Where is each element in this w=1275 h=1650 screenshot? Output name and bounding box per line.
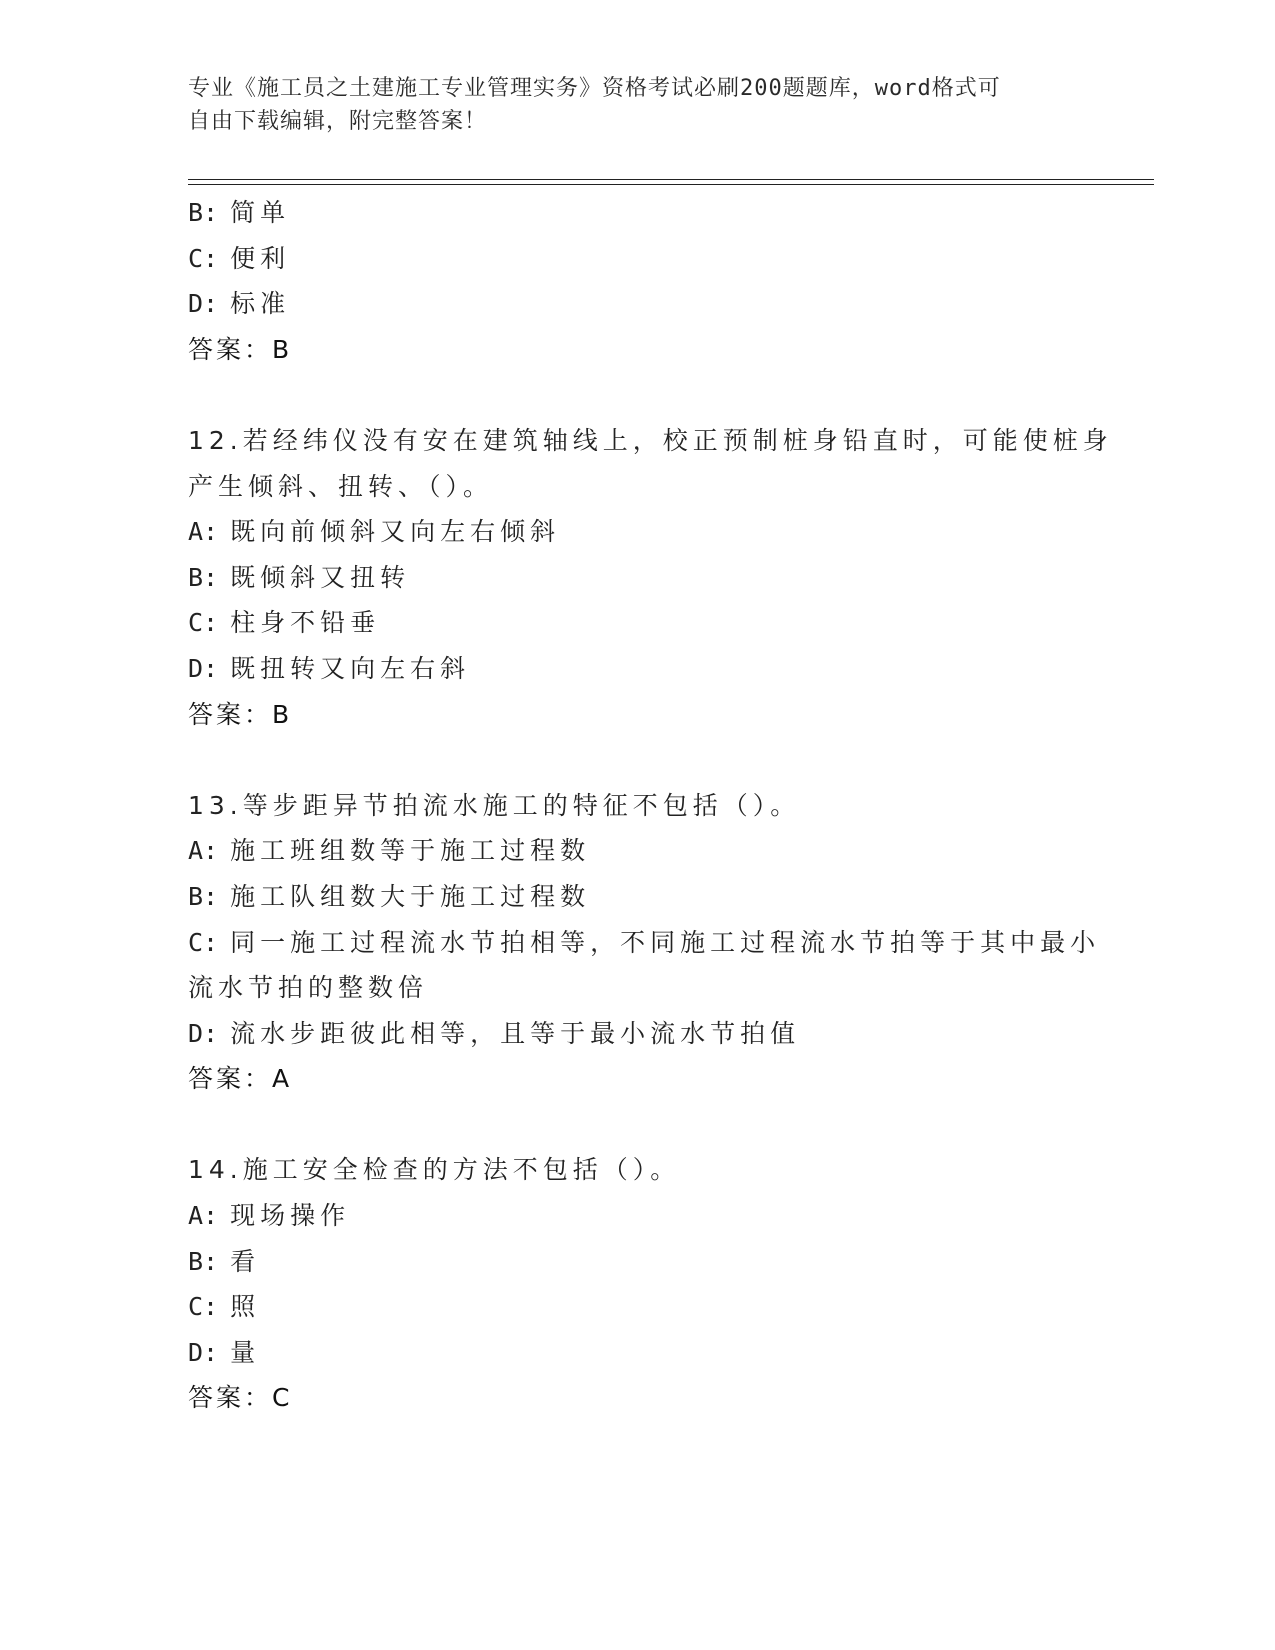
question-11-continued xyxy=(188,190,1088,372)
option-b: B: 简单 xyxy=(188,198,291,227)
answer-line: 答案：B xyxy=(188,699,293,729)
option-b: B: 看 xyxy=(188,1246,261,1276)
option-a: A: 现场操作 xyxy=(188,1201,351,1231)
option-d: D: 标准 xyxy=(188,289,291,319)
answer-line: 答案：C xyxy=(188,1383,293,1413)
document-header xyxy=(188,72,1078,138)
option-a: A: 施工班组数等于施工过程数 xyxy=(188,836,591,866)
option-c: C: 柱身不铅垂 xyxy=(188,608,381,638)
option-c: C: 同一施工过程流水节拍相等，不同施工过程流水节拍等于其中最小 xyxy=(188,927,1101,957)
option-a: A: 既向前倾斜又向左右倾斜 xyxy=(188,517,561,547)
option-d: D: 量 xyxy=(188,1337,261,1367)
question-stem: 12.若经纬仪没有安在建筑轴线上，校正预制桩身铅直时，可能使桩身 xyxy=(188,425,1113,455)
question-stem: 14.施工安全检查的方法不包括（）。 xyxy=(188,1155,681,1185)
question-stem: 13.等步距异节拍流水施工的特征不包括（）。 xyxy=(188,790,801,820)
option-c: C: 照 xyxy=(188,1292,261,1322)
option-b: B: 施工队组数大于施工过程数 xyxy=(188,881,591,911)
option-d: D: 既扭转又向左右斜 xyxy=(188,653,471,683)
answer-line: 答案：A xyxy=(188,1064,293,1094)
option-d: D: 流水步距彼此相等，且等于最小流水节拍值 xyxy=(188,1018,801,1048)
question-content xyxy=(188,190,1113,1421)
question-14 xyxy=(188,1147,1088,1421)
header-divider-bottom xyxy=(188,184,1154,185)
header-line-2: 自由下载编辑，附完整答案！ xyxy=(188,109,488,134)
option-c: C: 便利 xyxy=(188,243,291,273)
question-13 xyxy=(188,783,1101,1102)
header-line-1: 专业《施工员之土建施工专业管理实务》资格考试必刷200题题库，word格式可 xyxy=(188,76,1001,101)
question-stem-continued: 产生倾斜、扭转、（）。 xyxy=(188,471,494,501)
question-12 xyxy=(188,418,1113,737)
header-divider-top xyxy=(188,179,1154,180)
option-b: B: 既倾斜又扭转 xyxy=(188,562,411,592)
answer-line: 答案：B xyxy=(188,334,293,364)
option-c-continued: 流水节拍的整数倍 xyxy=(188,973,429,1003)
